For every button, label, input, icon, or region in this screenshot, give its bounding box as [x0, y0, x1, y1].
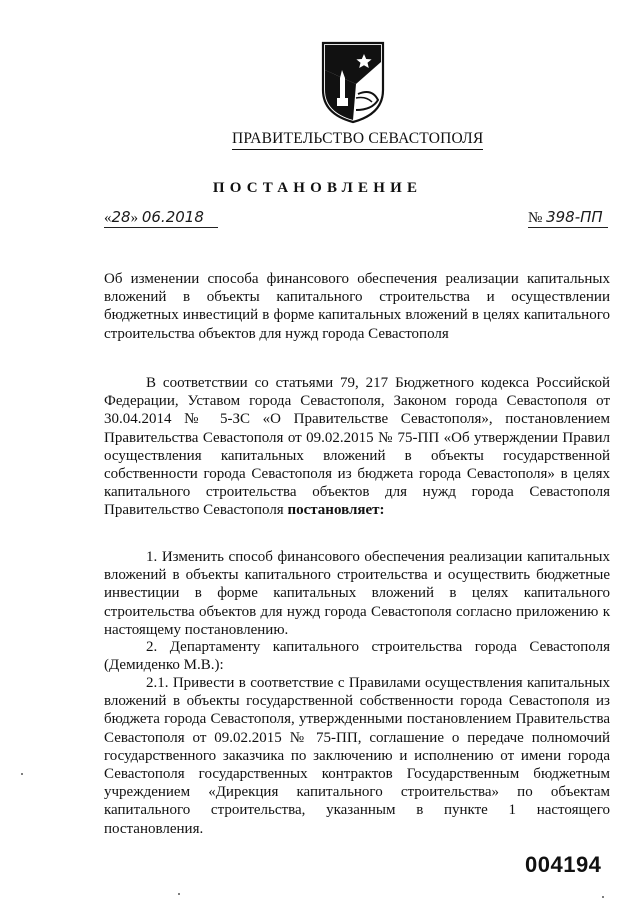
scan-speck [178, 893, 180, 895]
preamble-paragraph [104, 374, 610, 520]
shield-icon [320, 40, 386, 124]
document-number [528, 208, 608, 228]
date-open-quote: « [104, 210, 112, 226]
clause-2-1: 2.1. Привести в соответствие с Правилами осуществления капитальных вложений в объекты государственной собственности города Севастополя из бюджета города Севастополя, утвержденными постановлением Правительства Севастополя от 09.02.2015 № 75-ПП, соглашение о передаче полномочий государственного заказчика по заключению и исполнению от имени города Севастополя государственных контрактов Государственным бюджетным учреждением «Дирекция капитального строительства» по объектам капитального строительства, указанным в пункте 1 настоящего постановления. [104, 675, 610, 837]
scan-speck [21, 773, 23, 775]
document-type-heading: ПОСТАНОВЛЕНИЕ [212, 180, 423, 196]
document-date [104, 208, 218, 228]
number-value-handwritten: 398-ПП [546, 208, 603, 226]
date-close-quote: » [130, 210, 139, 226]
government-title: ПРАВИТЕЛЬСТВО СЕВАСТОПОЛЯ [232, 130, 483, 150]
date-month-year-handwritten: 06.2018 [141, 208, 204, 226]
clause-1: 1. Изменить способ финансового обеспечения реализации капитальных вложений в объекты капитального строительства и осуществить бюджетные инвестиции в форме капитальных вложений в целях капитального строительства объектов для нужд города Севастополя согласно приложению к настоящему постановлению. [104, 549, 610, 638]
date-day-handwritten: 28 [111, 208, 131, 226]
decree-word: постановляет: [287, 502, 385, 519]
scan-speck [602, 896, 604, 898]
preamble-text: В соответствии со статьями 79, 217 Бюджетного кодекса Российской Федерации, Уставом города Севастополя, Законом города Севастополя от 30.04.2014 № 5-ЗС «О Правительстве Севастополя», постановлением Правительства Севастополя от 09.02.2015 № 75-ПП «Об утверждении Правил осуществления капитальных вложений в объекты государственной собственности города Севастополя из бюджета города Севастополя» в целях капитального строительства объектов для нужд города Севастополя Правительство Севастополя [104, 375, 610, 519]
document-subject: Об изменении способа финансового обеспечения реализации капитальных вложений в объекты капитального строительства и осуществлении бюджетных инвестиций в форме капитальных вложений в целях капитального строительства объектов для нужд города Севастополя [104, 271, 610, 342]
number-prefix: № [528, 210, 543, 226]
clause-2: 2. Департаменту капитального строительства города Севастополя (Демиденко М.В.): [104, 639, 610, 674]
coat-of-arms-emblem [320, 40, 386, 124]
serial-number: 004194 [525, 852, 602, 877]
